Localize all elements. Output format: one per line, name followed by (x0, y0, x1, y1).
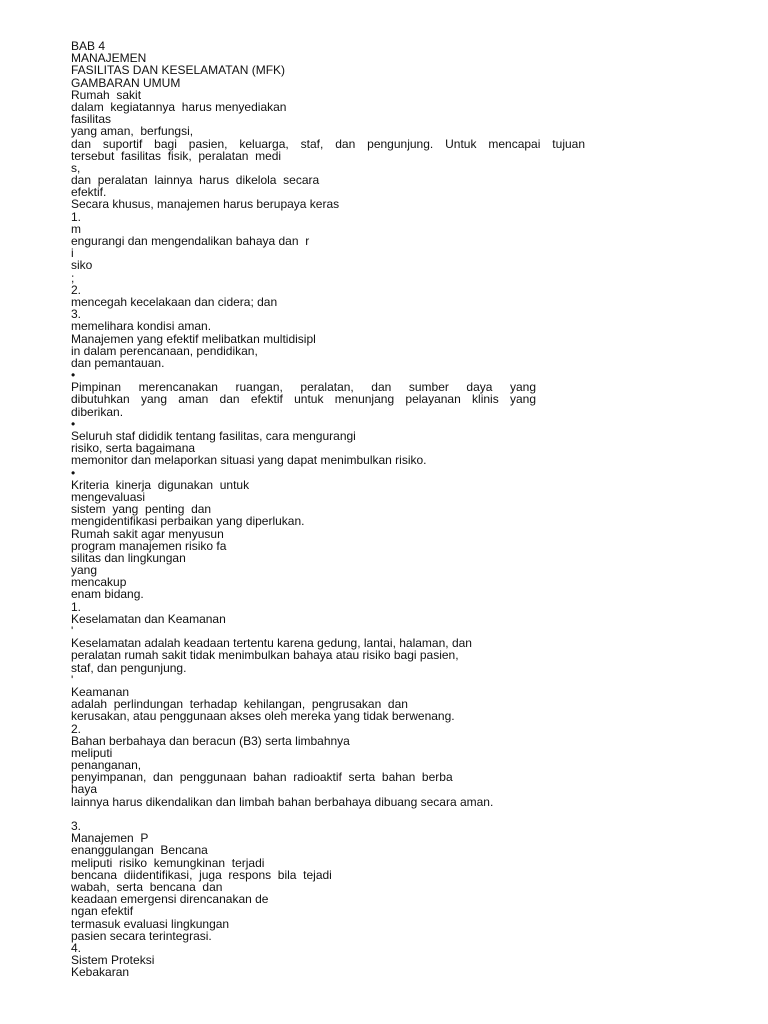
text-line: 4. (71, 940, 82, 955)
text-line: ngan efektif (71, 904, 134, 919)
text-line: 1. (71, 599, 82, 614)
text-line: silitas dan lingkungan (71, 550, 186, 565)
text-line: mengidentifikasi perbaikan yang diperlukan. (71, 514, 305, 529)
text-line: Rumah sakit (71, 87, 142, 102)
text-line: wabah, serta bencana dan (71, 879, 223, 894)
text-line: • (71, 416, 76, 431)
text-line: dibutuhkan yang aman dan efektif untuk menunjang pelayanan klinis yang (71, 392, 536, 407)
text-line: enam bidang. (71, 587, 144, 602)
text-line: • (71, 368, 76, 383)
text-line: fasilitas (71, 112, 112, 127)
text-line: yang (71, 563, 98, 578)
text-line: Keselamatan dan Keamanan (71, 611, 226, 626)
text-line: program manajemen risiko fa (71, 538, 227, 553)
text-line: i (71, 246, 74, 261)
text-line: Seluruh staf dididik tentang fasilitas, cara mengurangi (71, 429, 356, 443)
text-line: Pimpinan merencanakan ruangan, peralatan, dan sumber daya yang (71, 380, 536, 395)
text-line: penyimpanan, dan penggunaan bahan radioaktif serta bahan berba (71, 770, 453, 785)
text-line: Keamanan (71, 684, 130, 699)
text-line: sistem yang penting dan (71, 502, 212, 517)
text-line: mencegah kecelakaan dan cidera; dan (71, 294, 278, 309)
text-line: haya (71, 782, 98, 797)
text-line: Kriteria kinerja digunakan untuk (71, 477, 250, 492)
text-line: • (71, 465, 76, 480)
text-line: meliputi risiko kemungkinan terjadi (71, 855, 265, 870)
text-line: Rumah sakit agar menyusun (71, 526, 224, 541)
text-line: 3. (71, 819, 82, 833)
text-line: BAB 4 (71, 39, 106, 53)
text-line: m (71, 221, 81, 236)
text-line: peralatan rumah sakit tidak menimbulkan bahaya atau risiko bagi pasien, (71, 648, 459, 663)
text-line: GAMBARAN UMUM (71, 75, 181, 90)
text-line: Manajemen P (71, 831, 149, 846)
text-line: ' (71, 672, 74, 687)
text-line: 3. (71, 307, 82, 322)
text-line: ; (71, 270, 75, 285)
text-line: dan pemantauan. (71, 355, 165, 370)
text-line: keadaan emergensi direncanakan de (71, 892, 269, 907)
text-line: s, (71, 160, 81, 175)
text-line: Manajemen yang efektif melibatkan multidisipl (71, 331, 316, 346)
text-line: pasien secara terintegrasi. (71, 928, 212, 943)
text-line: 2. (71, 282, 82, 297)
text-line: mengevaluasi (71, 489, 146, 504)
text-line: risiko, serta bagaimana (71, 441, 196, 456)
text-line: adalah perlindungan terhadap kehilangan, pengrusakan dan (71, 697, 408, 712)
text-line: ' (71, 624, 74, 638)
text-line: bencana diidentifikasi, juga respons bila tejadi (71, 867, 332, 882)
text-line: in dalam perencanaan, pendidikan, (71, 343, 258, 358)
text-line: memonitor dan melaporkan situasi yang dapat menimbulkan risiko. (71, 453, 427, 468)
text-line: yang aman, berfungsi, (71, 124, 194, 139)
text-line: engurangi dan mengendalikan bahaya dan r (71, 234, 310, 248)
text-line: termasuk evaluasi lingkungan (71, 916, 230, 931)
text-line: siko (71, 258, 93, 273)
text-line: efektif. (71, 185, 107, 200)
text-line: Sistem Proteksi (71, 953, 155, 968)
text-line: penanganan, (71, 758, 142, 773)
text-line: dan peralatan lainnya harus dikelola secara (71, 173, 320, 188)
text-line: Bahan berbahaya dan beracun (B3) serta limbahnya (71, 733, 350, 748)
text-line: memelihara kondisi aman. (71, 319, 212, 334)
text-line: enanggulangan Bencana (71, 843, 208, 858)
text-line: dalam kegiatannya harus menyediakan (71, 99, 287, 114)
blank-line (71, 808, 711, 820)
text-line: 2. (71, 721, 82, 736)
text-line: kerusakan, atau penggunaan akses oleh mereka yang tidak berwenang. (71, 709, 455, 724)
document-page (71, 40, 711, 978)
text-line: FASILITAS DAN KESELAMATAN (MFK) (71, 63, 286, 78)
text-line: meliputi (71, 745, 113, 760)
text-line: 1. (71, 209, 82, 224)
text-line: tersebut fasilitas fisik, peralatan medi (71, 148, 282, 163)
text-line: MANAJEMEN (71, 51, 147, 66)
text-line: dan suportif bagi pasien, keluarga, staf, dan pengunjung. Untuk mencapai tujuan (71, 136, 585, 151)
text-line: staf, dan pengunjung. (71, 660, 187, 675)
text-line: Keselamatan adalah keadaan tertentu karena gedung, lantai, halaman, dan (71, 636, 472, 651)
text-line: lainnya harus dikendalikan dan limbah bahan berbahaya dibuang secara aman. (71, 794, 494, 809)
text-line: Kebakaran (71, 965, 130, 980)
text-line: mencakup (71, 575, 127, 590)
text-line: Secara khusus, manajemen harus berupaya keras (71, 197, 340, 212)
text-line: diberikan. (71, 404, 124, 419)
